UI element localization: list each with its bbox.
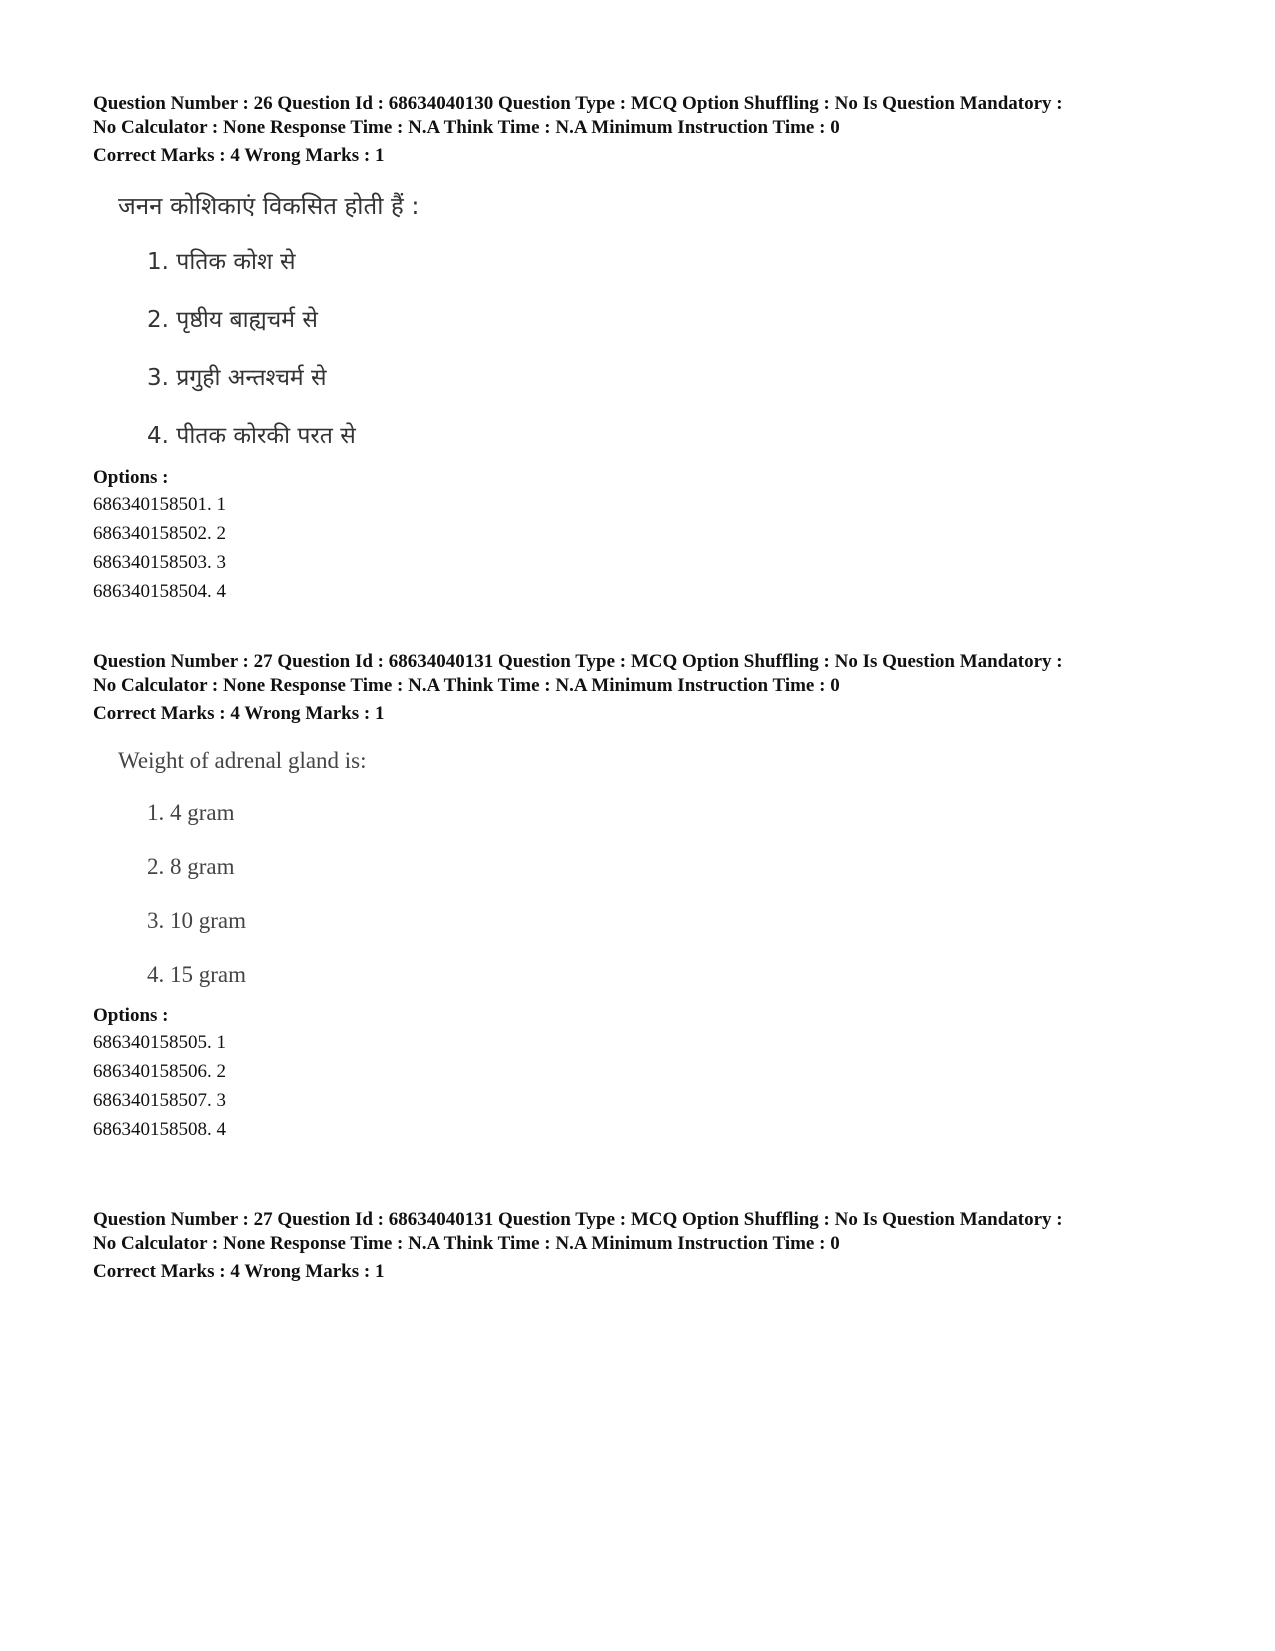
question-block-26 — [93, 92, 1193, 606]
question-image — [118, 746, 1193, 990]
option-row: 686340158508. 4 — [93, 1119, 226, 1140]
option-row: 686340158507. 3 — [93, 1090, 226, 1111]
option-row: 686340158503. 3 — [93, 552, 226, 573]
choice-number: 1. — [147, 800, 165, 825]
question-header-line2: No Calculator : None Response Time : N.A Think Time : N.A Minimum Instruction Time : 0 — [93, 1233, 840, 1254]
question-header-line1: Question Number : 26 Question Id : 68634040130 Question Type : MCQ Option Shuffling : No Is Question Mandatory : — [93, 93, 1063, 114]
option-row: 686340158505. 1 — [93, 1032, 226, 1053]
choice-2 — [147, 304, 1193, 336]
choice-text: 4 gram — [170, 800, 235, 825]
choice-1 — [147, 798, 1193, 828]
question-header-line2: No Calculator : None Response Time : N.A Think Time : N.A Minimum Instruction Time : 0 — [93, 117, 840, 138]
choice-4 — [147, 960, 1193, 990]
marks-line: Correct Marks : 4 Wrong Marks : 1 — [93, 145, 385, 166]
choice-2 — [147, 852, 1193, 882]
choice-number: 2. — [147, 854, 165, 879]
choice-3 — [147, 906, 1193, 936]
marks-line: Correct Marks : 4 Wrong Marks : 1 — [93, 703, 385, 724]
choice-text: 10 gram — [170, 908, 247, 933]
question-block-27-repeat — [93, 1208, 1193, 1284]
choice-number: 2. — [147, 307, 169, 333]
choice-text: प्रगुही अन्तश्चर्म से — [176, 365, 327, 391]
choice-number: 3. — [147, 365, 169, 391]
choice-text: पतिक कोश से — [176, 249, 296, 275]
choice-text: 8 gram — [170, 854, 235, 879]
question-block-27 — [93, 650, 1193, 1144]
options-label: Options : — [93, 467, 169, 488]
question-header-line1: Question Number : 27 Question Id : 68634040131 Question Type : MCQ Option Shuffling : No Is Question Mandatory : — [93, 1209, 1063, 1230]
question-text: जनन कोशिकाएं विकसित होती हैं : — [118, 192, 420, 220]
choice-text: 15 gram — [170, 962, 247, 987]
option-row: 686340158506. 2 — [93, 1061, 226, 1082]
choice-text: पीतक कोरकी परत से — [176, 423, 356, 449]
choice-number: 3. — [147, 908, 165, 933]
option-row: 686340158502. 2 — [93, 523, 226, 544]
choice-1 — [147, 246, 1193, 278]
choice-text: पृष्ठीय बाह्यचर्म से — [176, 307, 318, 333]
question-header-line1: Question Number : 27 Question Id : 68634040131 Question Type : MCQ Option Shuffling : No Is Question Mandatory : — [93, 651, 1063, 672]
question-image — [118, 190, 1193, 452]
option-row: 686340158504. 4 — [93, 581, 226, 602]
marks-line: Correct Marks : 4 Wrong Marks : 1 — [93, 1261, 385, 1282]
question-text: Weight of adrenal gland is: — [118, 748, 367, 773]
choice-4 — [147, 420, 1193, 452]
options-label: Options : — [93, 1005, 169, 1026]
choice-3 — [147, 362, 1193, 394]
choice-number: 1. — [147, 249, 169, 275]
option-row: 686340158501. 1 — [93, 494, 226, 515]
choice-number: 4. — [147, 962, 165, 987]
question-header-line2: No Calculator : None Response Time : N.A Think Time : N.A Minimum Instruction Time : 0 — [93, 675, 840, 696]
choice-number: 4. — [147, 423, 169, 449]
